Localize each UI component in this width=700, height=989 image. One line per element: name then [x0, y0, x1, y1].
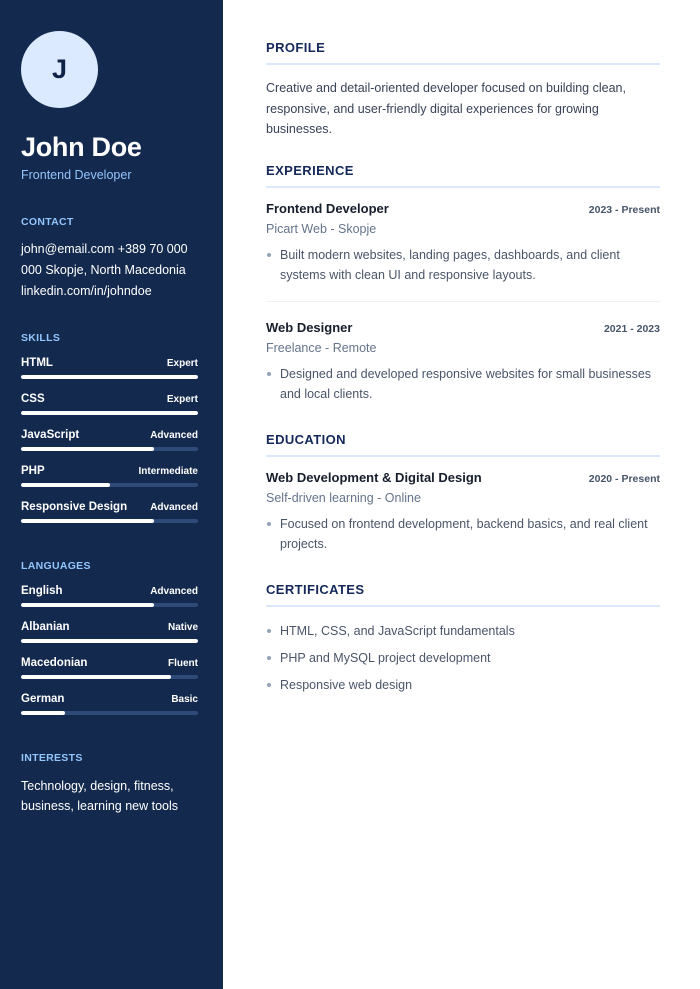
- job-company: Freelance - Remote: [266, 340, 377, 355]
- skills-list: [21, 357, 198, 537]
- language-bar: [21, 675, 198, 679]
- language-item: [21, 657, 198, 693]
- certificates-section: [266, 582, 660, 695]
- skill-name: JavaScript: [21, 429, 80, 441]
- contact-phone[interactable]: +389 70 000 000: [21, 242, 188, 277]
- skill-name: HTML: [21, 357, 53, 369]
- profile-text: Creative and detail-oriented developer focused on building clean, responsive, and user-friendly digital experiences for growing businesses.: [266, 81, 626, 136]
- sidebar: [0, 0, 223, 989]
- contact-block: [21, 239, 198, 302]
- education-title: EDUCATION: [266, 431, 346, 447]
- skill-item: [21, 357, 198, 393]
- job-date: 2021 - 2023: [603, 322, 660, 335]
- job-divider: [266, 301, 660, 302]
- language-bar: [21, 639, 198, 643]
- certificate-item: PHP and MySQL project development: [266, 648, 660, 668]
- skills-heading: SKILLS: [21, 332, 61, 344]
- job-bullets: [266, 245, 660, 286]
- job-entry: [266, 201, 660, 286]
- certificate-item: HTML, CSS, and JavaScript fundamentals: [266, 621, 660, 641]
- skill-bar: [21, 447, 198, 451]
- skill-item: [21, 465, 198, 501]
- language-bar-fill: [21, 675, 171, 679]
- skill-level: Expert: [166, 394, 198, 405]
- profile-title: PROFILE: [266, 40, 326, 55]
- skill-bar: [21, 375, 198, 379]
- job-company: Picart Web - Skopje: [266, 221, 377, 236]
- contact-heading: CONTACT: [21, 216, 74, 228]
- skill-bar-fill: [21, 483, 110, 487]
- skill-name: PHP: [21, 465, 45, 477]
- education-entry: [266, 470, 660, 555]
- education-bullets: [266, 514, 660, 555]
- job-bullet: Built modern websites, landing pages, dashboards, and client systems with clean UI and responsive layouts.: [266, 245, 660, 286]
- experience-title: EXPERIENCE: [266, 162, 354, 178]
- avatar-initial: J: [51, 54, 68, 84]
- education-school: Self-driven learning - Online: [266, 490, 421, 505]
- education-section: [266, 432, 660, 555]
- skill-level: Advanced: [150, 502, 198, 513]
- job-entry: [266, 320, 660, 405]
- main-content: [223, 0, 700, 989]
- language-bar: [21, 603, 198, 607]
- job-title: Web Designer: [266, 319, 353, 335]
- skill-level: Intermediate: [138, 466, 198, 477]
- languages-list: [21, 585, 198, 729]
- language-item: [21, 585, 198, 621]
- education-date: 2020 - Present: [588, 472, 660, 485]
- skill-item: [21, 429, 198, 465]
- education-bullet: Focused on frontend development, backend basics, and real client projects.: [266, 514, 660, 555]
- language-bar-fill: [21, 603, 154, 607]
- language-bar: [21, 711, 198, 715]
- contact-linkedin[interactable]: linkedin.com/in/johndoe: [21, 284, 152, 298]
- skill-item: [21, 393, 198, 429]
- certificates-list: [266, 621, 660, 695]
- person-name: John Doe: [21, 132, 142, 162]
- language-bar-fill: [21, 711, 65, 715]
- section-divider: [266, 186, 660, 188]
- job-title: Frontend Developer: [266, 200, 389, 216]
- job-date: 2023 - Present: [588, 203, 660, 216]
- contact-email[interactable]: john@email.com: [21, 242, 115, 256]
- language-item: [21, 621, 198, 657]
- skill-name: CSS: [21, 393, 45, 405]
- avatar: [21, 31, 98, 108]
- interests-heading: INTERESTS: [21, 752, 83, 764]
- profile-section: [266, 40, 660, 140]
- certificate-item: Responsive web design: [266, 675, 660, 695]
- skill-bar-fill: [21, 375, 198, 379]
- section-divider: [266, 63, 660, 65]
- language-name: English: [21, 585, 63, 597]
- skill-level: Advanced: [150, 430, 198, 441]
- skill-level: Expert: [166, 358, 198, 369]
- skill-item: [21, 501, 198, 537]
- person-role: Frontend Developer: [21, 168, 132, 182]
- education-degree: Web Development & Digital Design: [266, 469, 482, 485]
- language-level: Advanced: [150, 586, 198, 597]
- language-name: Albanian: [21, 621, 70, 633]
- skill-bar-fill: [21, 411, 198, 415]
- language-name: German: [21, 693, 65, 705]
- experience-section: [266, 163, 660, 405]
- language-bar-fill: [21, 639, 198, 643]
- job-bullet: Designed and developed responsive websites for small businesses and local clients.: [266, 364, 660, 405]
- section-divider: [266, 455, 660, 457]
- language-item: [21, 693, 198, 729]
- skill-bar: [21, 411, 198, 415]
- skill-name: Responsive Design: [21, 501, 128, 513]
- skill-bar: [21, 519, 198, 523]
- certificates-title: CERTIFICATES: [266, 581, 365, 597]
- job-bullets: [266, 364, 660, 405]
- languages-heading: LANGUAGES: [21, 560, 91, 572]
- skill-bar-fill: [21, 519, 154, 523]
- language-name: Macedonian: [21, 657, 88, 669]
- section-divider: [266, 605, 660, 607]
- contact-location: Skopje, North Macedonia: [45, 263, 186, 277]
- skill-bar-fill: [21, 447, 154, 451]
- language-level: Fluent: [168, 658, 198, 669]
- skill-bar: [21, 483, 198, 487]
- language-level: Basic: [171, 694, 198, 705]
- interests-text: Technology, design, fitness, business, learning new tools: [21, 779, 179, 813]
- language-level: Native: [167, 622, 198, 633]
